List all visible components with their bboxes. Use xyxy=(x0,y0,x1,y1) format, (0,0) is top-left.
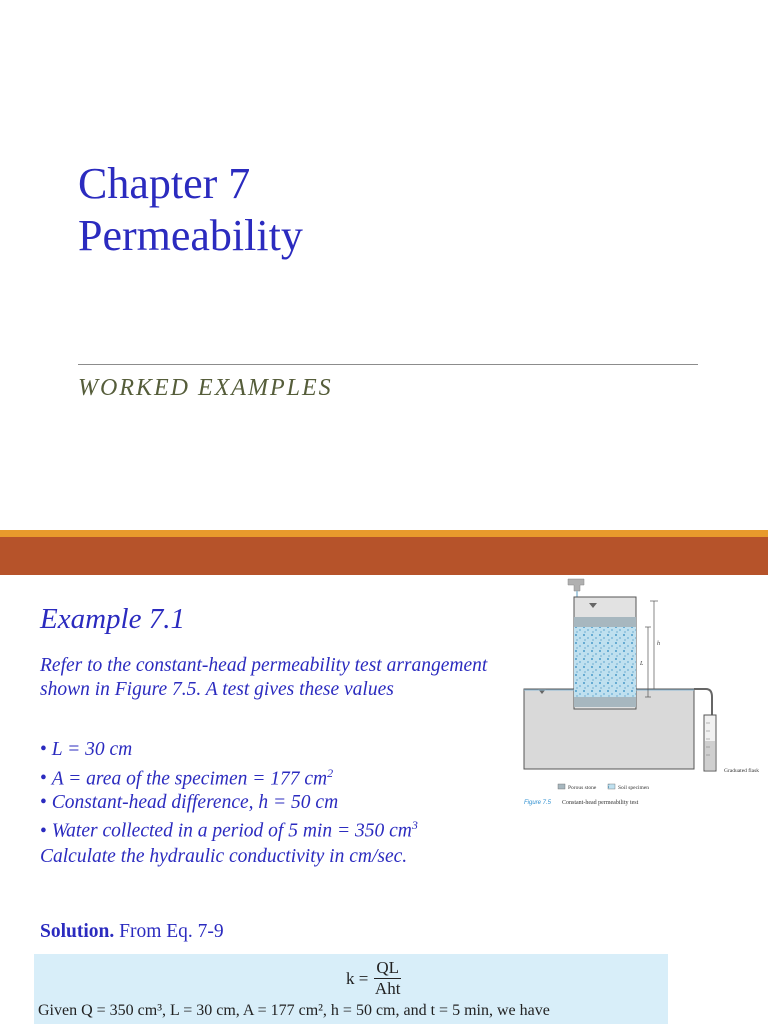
example-question: Calculate the hydraulic conductivity in cm/sec. xyxy=(40,846,408,867)
chapter-number: Chapter 7 xyxy=(78,159,251,208)
list-item: • A = area of the specimen = 177 $cm^2$ xyxy=(40,762,418,791)
divider-line xyxy=(78,364,698,365)
example-heading: Example 7.1 xyxy=(40,603,185,635)
formula-fraction xyxy=(374,958,401,999)
accent-stripe xyxy=(0,530,768,537)
solution-text: From Eq. 7-9 xyxy=(114,921,224,942)
porous-stone-swatch xyxy=(558,784,565,789)
list-item: • Constant-head difference, h = 50 cm xyxy=(40,791,418,815)
permeameter-diagram xyxy=(518,577,768,809)
given-values-list xyxy=(40,738,418,843)
list-item: • Water collected in a period of 5 min = 350 $cm^3$ xyxy=(40,814,418,843)
darcy-formula: k = $\frac{QL}{\text{Aht}}$ xyxy=(346,958,401,998)
figure-constant-head-test xyxy=(518,577,768,809)
svg-text:Porous stone: Porous stone xyxy=(568,785,597,791)
chapter-name: Permeability xyxy=(78,211,303,260)
svg-text:Figure 7.5: Figure 7.5 xyxy=(524,800,552,806)
list-item: • L = 30 cm xyxy=(40,738,418,762)
solution-label: Solution. xyxy=(40,921,115,942)
svg-text:h: h xyxy=(657,641,660,647)
equation-box xyxy=(34,954,668,1024)
solution-line xyxy=(40,921,224,943)
soil-specimen-swatch xyxy=(608,784,615,789)
chapter-title xyxy=(78,158,303,262)
svg-text:Constant-head permeability tes: Constant-head permeability test xyxy=(562,800,639,806)
svg-text:Graduated flask: Graduated flask xyxy=(724,768,759,774)
given-values-text: Given Q = 350 cm³, L = 30 cm, A = 177 cm², h = 50 cm, and t = 5 min, we have xyxy=(38,1002,550,1019)
slide-subtitle: WORKED EXAMPLES xyxy=(78,375,333,401)
example-intro: Refer to the constant-head permeability test arrangement shown in Figure 7.5. A test gives these values xyxy=(40,655,488,700)
svg-text:Soil specimen: Soil specimen xyxy=(618,785,650,791)
slide-separator-band xyxy=(0,537,768,575)
formula-denominator: Aht xyxy=(374,979,401,998)
svg-text:L: L xyxy=(640,661,644,667)
formula-numerator: QL xyxy=(376,958,400,977)
